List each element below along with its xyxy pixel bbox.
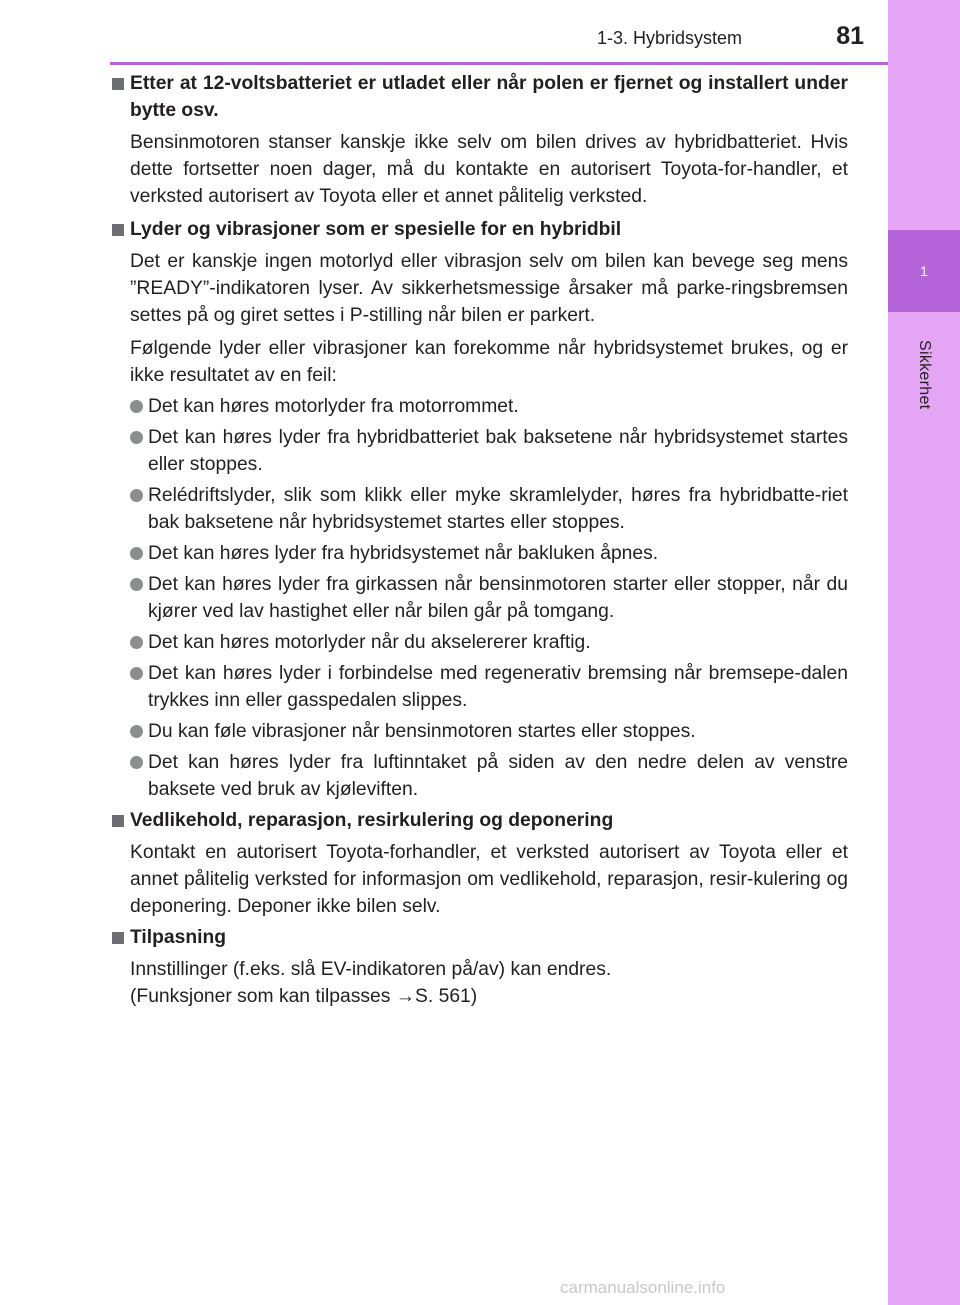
circle-bullet-icon	[130, 431, 143, 444]
list-item	[110, 718, 848, 745]
list-item-text: Det kan høres lyder i forbindelse med regenerativ bremsing når bremsepe-dalen trykkes inn eller gasspedalen slippes.	[148, 663, 848, 711]
chapter-title-tab	[888, 320, 960, 430]
list-item	[110, 540, 848, 567]
list-item	[110, 393, 848, 420]
circle-bullet-icon	[130, 400, 143, 413]
circle-bullet-icon	[130, 756, 143, 769]
circle-bullet-icon	[130, 725, 143, 738]
list-item	[110, 571, 848, 625]
heading-text: Etter at 12-voltsbatteriet er utladet eller når polen er fjernet og installert under bytte osv.	[130, 73, 848, 121]
square-bullet-icon	[112, 78, 124, 90]
circle-bullet-icon	[130, 667, 143, 680]
side-tab	[888, 0, 960, 1305]
list-item-text: Det kan høres motorlyder fra motorrommet.	[148, 396, 519, 417]
section-heading-maintenance	[110, 807, 848, 834]
list-item-text: Det kan høres lyder fra girkassen når bensinmotoren starter eller stopper, når du kjører ved lav hastighet eller når bilen går på tomgang.	[148, 574, 848, 622]
page-reference-link[interactable]: (Funksjoner som kan tilpasses →S. 561)	[130, 986, 478, 1007]
circle-bullet-icon	[130, 636, 143, 649]
section-heading-customization	[110, 924, 848, 951]
circle-bullet-icon	[130, 489, 143, 502]
circle-bullet-icon	[130, 547, 143, 560]
list-item-text: Det kan høres lyder fra luftinntaket på siden av den nedre delen av venstre baksete ved bruk av kjøleviften.	[148, 752, 848, 800]
paragraph	[110, 956, 848, 1010]
section-heading-sounds	[110, 216, 848, 243]
list-item	[110, 749, 848, 803]
list-item	[110, 482, 848, 536]
list-item	[110, 629, 848, 656]
paragraph: Kontakt en autorisert Toyota-forhandler, et verksted autorisert av Toyota eller et annet pålitelig verksted for informasjon om vedlikehold, reparasjon, resir-kulering og deponering. Deponer ikke bilen selv.	[130, 842, 848, 917]
page-content	[110, 70, 848, 1010]
chapter-number-tab[interactable]	[888, 230, 960, 312]
list-item-text: Det kan høres lyder fra hybridbatteriet bak baksetene når hybridsystemet startes eller stoppes.	[148, 427, 848, 475]
list-item-text: Du kan føle vibrasjoner når bensinmotoren startes eller stoppes.	[148, 721, 696, 742]
heading-text: Vedlikehold, reparasjon, resirkulering og deponering	[130, 810, 614, 831]
paragraph-text: Innstillinger (f.eks. slå EV-indikatoren på/av) kan endres.	[130, 959, 612, 980]
heading-text: Tilpasning	[130, 927, 227, 948]
square-bullet-icon	[112, 932, 124, 944]
header-divider	[110, 62, 888, 65]
chapter-number: 1	[920, 263, 928, 279]
watermark: carmanualsonline.info	[560, 1278, 726, 1297]
section-heading-battery	[110, 70, 848, 124]
list-item-text: Det kan høres motorlyder når du akselererer kraftig.	[148, 632, 591, 653]
list-item	[110, 424, 848, 478]
section-title: 1-3. Hybridsystem	[597, 28, 743, 48]
square-bullet-icon	[112, 815, 124, 827]
chapter-title: Sikkerhet	[916, 340, 933, 410]
list-item-text: Relédriftslyder, slik som klikk eller myke skramlelyder, høres fra hybridbatte-riet bak baksetene når hybridsystemet startes eller stoppes.	[148, 485, 848, 533]
circle-bullet-icon	[130, 578, 143, 591]
page-number: 81	[836, 22, 864, 50]
heading-text: Lyder og vibrasjoner som er spesielle for en hybridbil	[130, 219, 622, 240]
paragraph: Bensinmotoren stanser kanskje ikke selv om bilen drives av hybridbatteriet. Hvis dette fortsetter noen dager, må du kontakte en autorisert Toyota-for-handler, et verksted autorisert av Toyota eller et annet pålitelig verksted.	[130, 132, 848, 207]
paragraph: Det er kanskje ingen motorlyd eller vibrasjon selv om bilen kan bevege seg mens ”READY”-indikatoren lyser. Av sikkerhetsmessige årsaker må parke-ringsbremsen settes på og giret settes i P-stilling når bilen er parkert.	[130, 251, 848, 326]
square-bullet-icon	[112, 224, 124, 236]
list-item	[110, 660, 848, 714]
paragraph: Følgende lyder eller vibrasjoner kan forekomme når hybridsystemet brukes, og er ikke resultatet av en feil:	[130, 338, 848, 386]
list-item-text: Det kan høres lyder fra hybridsystemet når bakluken åpnes.	[148, 543, 659, 564]
